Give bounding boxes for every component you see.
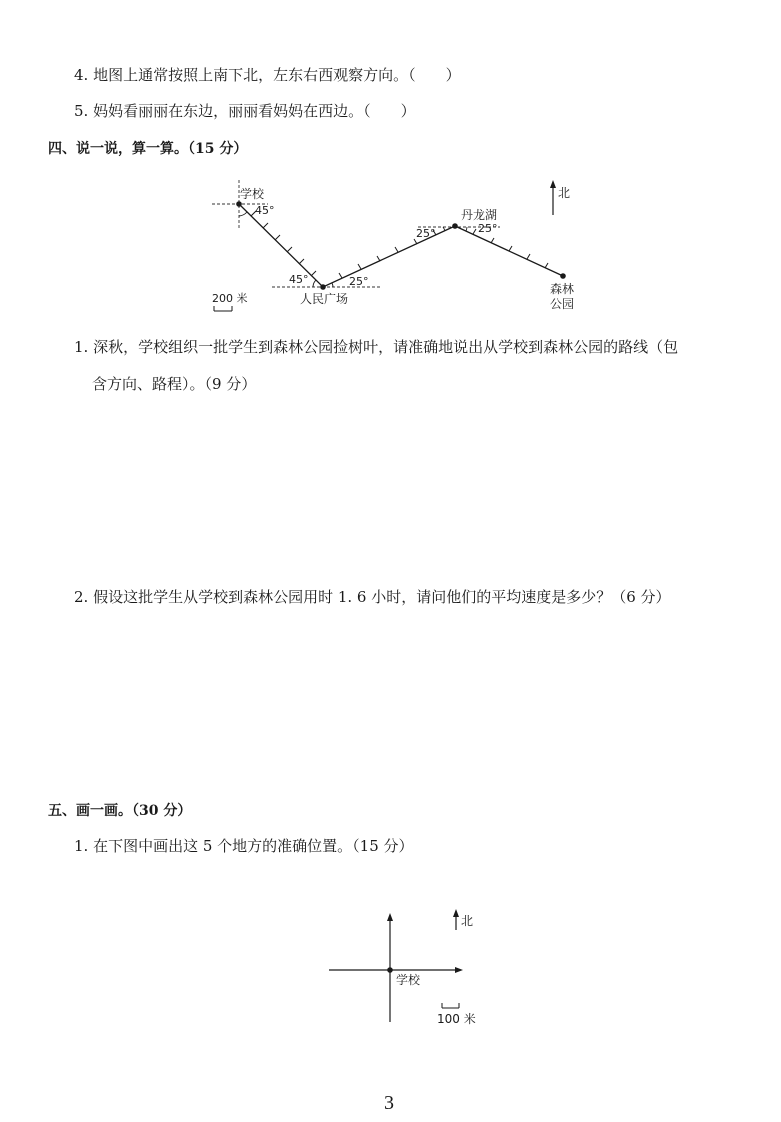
question-5-1: 1. 在下图中画出这 5 个地方的准确位置。（15 分） [74, 837, 414, 855]
school-point [236, 201, 242, 207]
school-label: 学校 [240, 187, 265, 201]
park-label-line1: 森林 [550, 282, 575, 296]
scale-label-200: 200 米 [212, 292, 248, 305]
school-origin-point [387, 967, 393, 973]
park-label-line2: 公园 [550, 297, 575, 311]
lake-label: 丹龙湖 [461, 208, 498, 222]
north-arrow-icon-2 [453, 909, 459, 930]
scale-bar-100 [442, 1003, 459, 1008]
lake-point [452, 223, 458, 229]
scale-bar-200 [214, 306, 232, 311]
axis-north-arrowhead [387, 913, 393, 921]
question-4-1-line2: 含方向、路程）。（9 分） [92, 375, 257, 393]
park-point [560, 273, 566, 279]
angle-school: 45° [255, 204, 275, 217]
section-4-heading: 四、说一说，算一算。（15 分） [48, 141, 248, 157]
route-scale-ticks [251, 211, 548, 278]
angle-square-left: 45° [289, 273, 309, 286]
angle-lake-left: 25° [416, 227, 436, 240]
square-label: 人民广场 [300, 292, 349, 306]
page-number: 3 [384, 1092, 394, 1114]
question-4-1-line1: 1. 深秋，学校组织一批学生到森林公园捡树叶，请准确地说出从学校到森林公园的路线（包 [74, 338, 679, 356]
scale-label-100: 100 米 [437, 1012, 476, 1026]
angle-lake-right: 25° [478, 222, 498, 235]
north-label: 北 [558, 186, 571, 200]
school-origin-label: 学校 [396, 973, 421, 987]
judgement-question-4: 4. 地图上通常按照上南下北，左东右西观察方向。（ ） [74, 66, 461, 84]
axis-east-arrowhead [455, 967, 463, 973]
square-point [320, 284, 326, 290]
route-line [239, 204, 563, 287]
question-4-2: 2. 假设这批学生从学校到森林公园用时 1. 6 小时，请问他们的平均速度是多少？（6 分） [74, 588, 671, 606]
angle-square-right: 25° [349, 275, 369, 288]
judgement-question-5: 5. 妈妈看丽丽在东边，丽丽看妈妈在西边。（ ） [74, 102, 416, 120]
north-arrow-icon [550, 180, 556, 215]
section-5-heading: 五、画一画。（30 分） [48, 803, 192, 819]
north-label-2: 北 [461, 914, 474, 928]
axis-cross [329, 918, 458, 1022]
